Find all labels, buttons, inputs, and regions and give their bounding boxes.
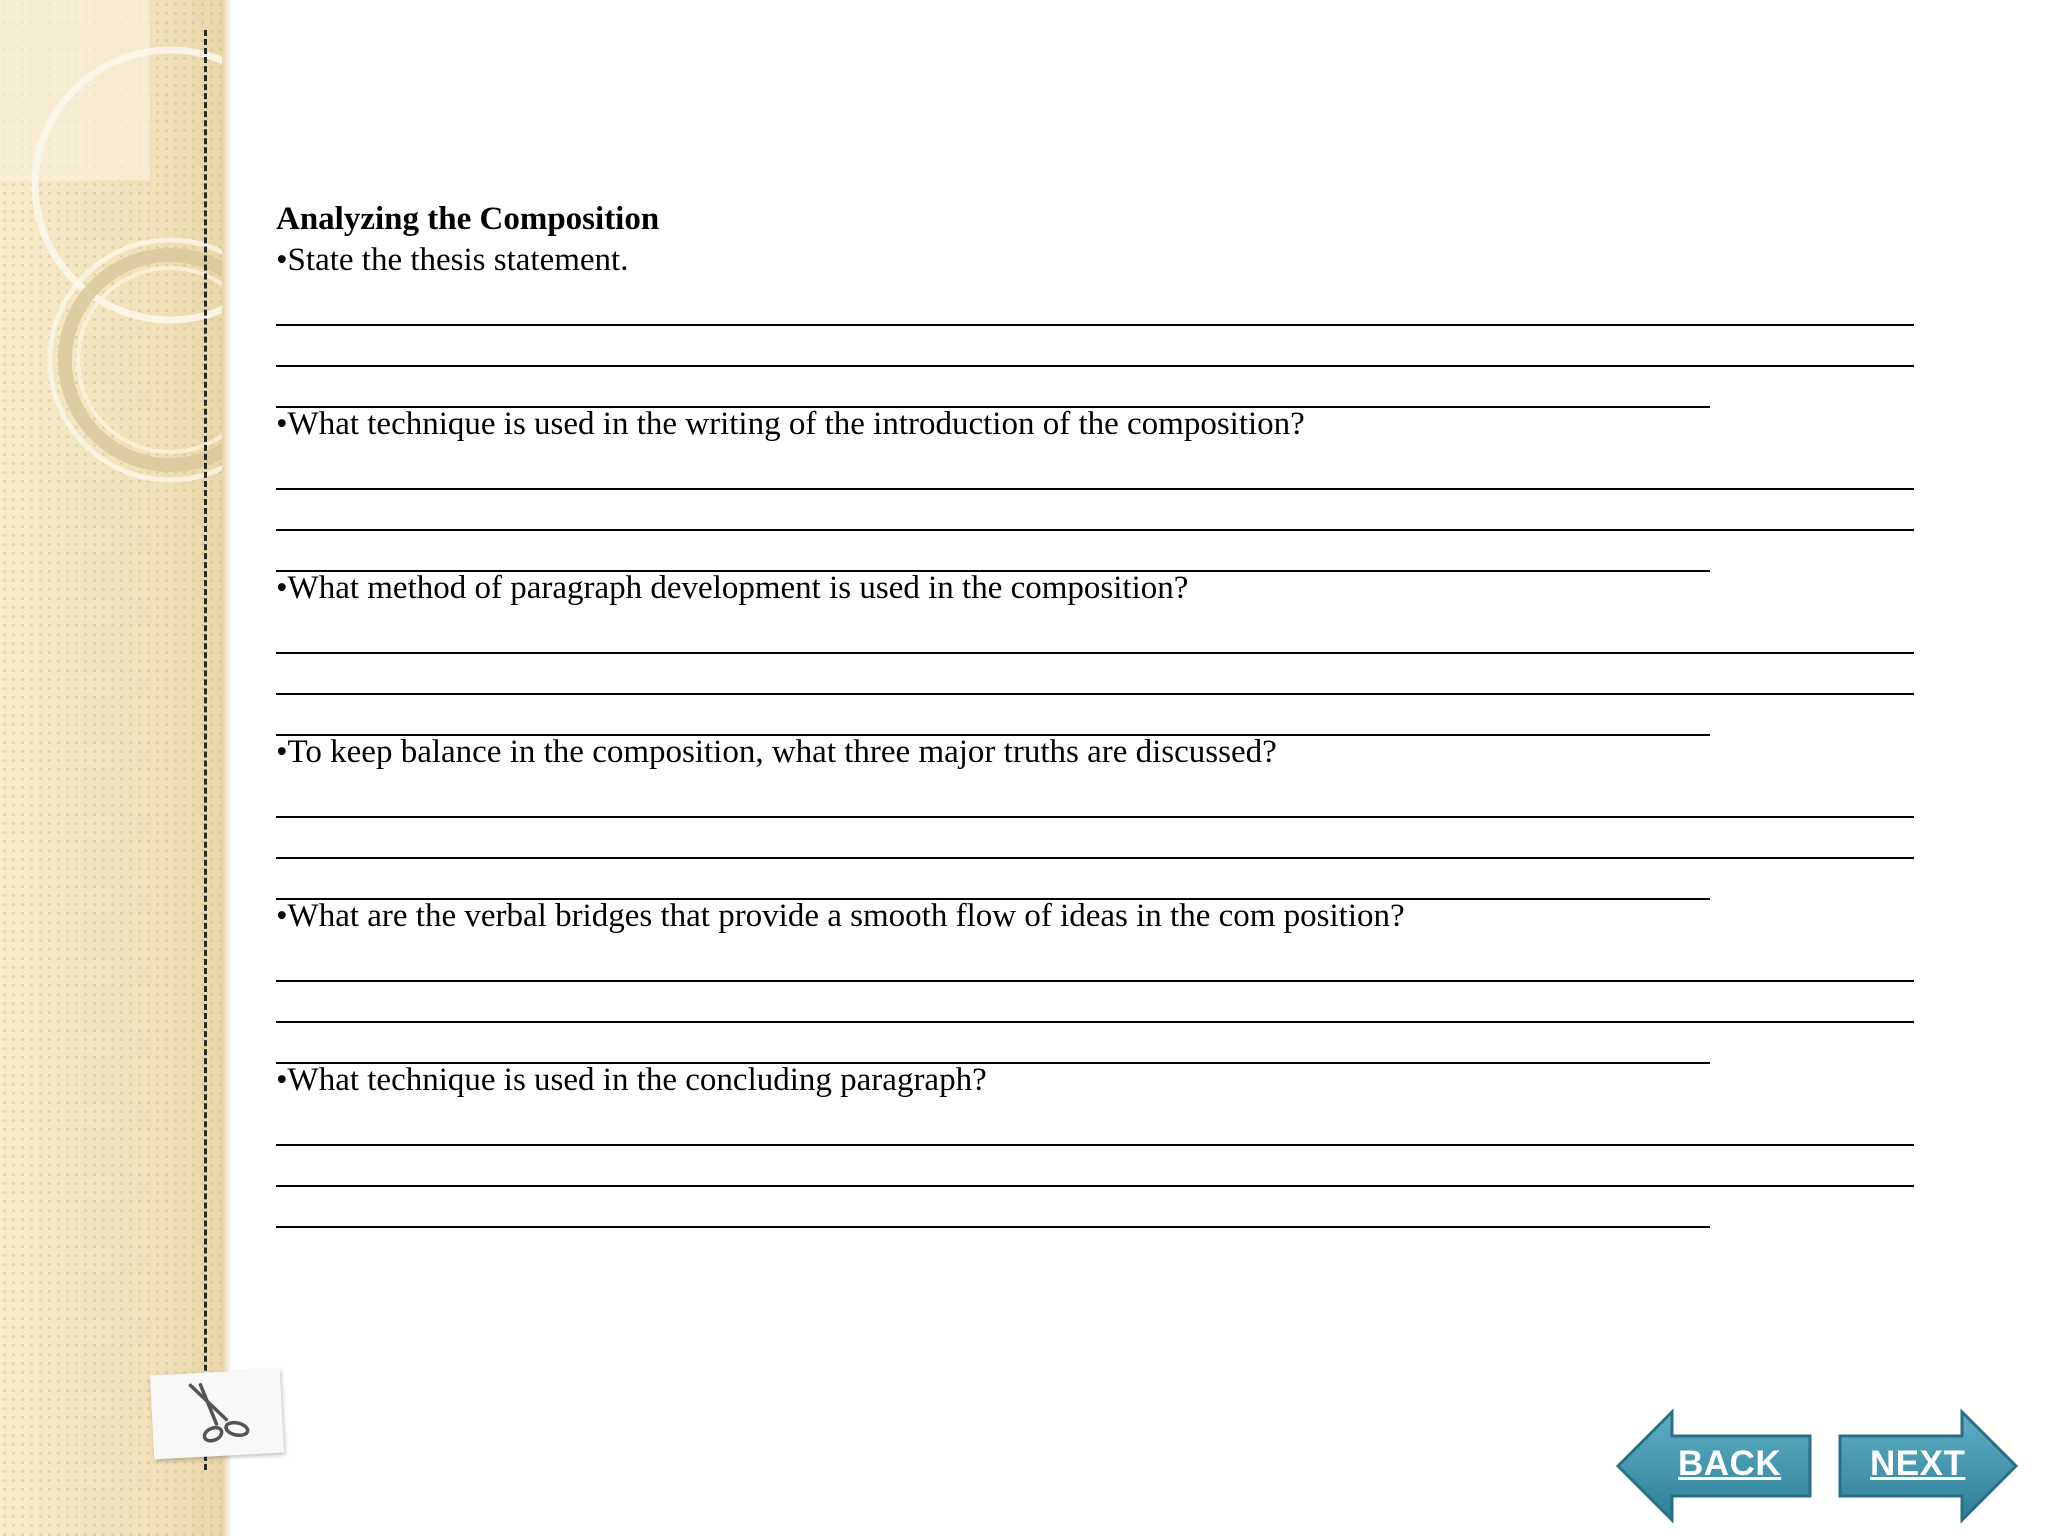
next-label: NEXT bbox=[1870, 1444, 1966, 1483]
question-text: •What technique is used in the concluding paragraph? bbox=[276, 1062, 987, 1098]
answer-lines[interactable] bbox=[276, 608, 1916, 732]
answer-line bbox=[276, 1185, 1914, 1187]
sidebar-edge bbox=[222, 0, 230, 1536]
question-text: •What technique is used in the writing of the introduction of the composition? bbox=[276, 406, 1305, 442]
decorative-sidebar bbox=[0, 0, 228, 1536]
scissors-tab bbox=[150, 1369, 284, 1460]
scissors-icon bbox=[180, 1378, 264, 1452]
answer-lines[interactable] bbox=[276, 280, 1916, 404]
answer-lines[interactable] bbox=[276, 936, 1916, 1060]
answer-line bbox=[276, 1021, 1914, 1023]
worksheet-content bbox=[276, 198, 1916, 1224]
answer-line bbox=[276, 1226, 1710, 1228]
question-block bbox=[276, 732, 1916, 896]
answer-lines[interactable] bbox=[276, 772, 1916, 896]
question-block bbox=[276, 240, 1916, 404]
back-label: BACK bbox=[1678, 1444, 1782, 1483]
question-text: •To keep balance in the composition, what three major truths are discussed? bbox=[276, 734, 1277, 770]
worksheet-title: Analyzing the Composition bbox=[276, 201, 660, 237]
question-block bbox=[276, 896, 1916, 1060]
answer-line bbox=[276, 529, 1914, 531]
answer-line bbox=[276, 488, 1914, 490]
answer-line bbox=[276, 1144, 1914, 1146]
question-text: •What are the verbal bridges that provide a smooth flow of ideas in the com position? bbox=[276, 898, 1405, 934]
question-block bbox=[276, 568, 1916, 732]
answer-lines[interactable] bbox=[276, 444, 1916, 568]
answer-lines[interactable] bbox=[276, 1100, 1916, 1224]
answer-line bbox=[276, 816, 1914, 818]
question-text: •State the thesis statement. bbox=[276, 242, 629, 278]
answer-line bbox=[276, 693, 1914, 695]
answer-line bbox=[276, 734, 1710, 736]
question-block bbox=[276, 404, 1916, 568]
next-button[interactable] bbox=[1836, 1408, 2020, 1524]
question-block bbox=[276, 1060, 1916, 1224]
answer-line bbox=[276, 898, 1710, 900]
answer-line bbox=[276, 570, 1710, 572]
answer-line bbox=[276, 980, 1914, 982]
question-text: •What method of paragraph development is used in the composition? bbox=[276, 570, 1189, 606]
back-button[interactable] bbox=[1614, 1408, 1814, 1524]
answer-line bbox=[276, 857, 1914, 859]
answer-line bbox=[276, 406, 1710, 408]
answer-line bbox=[276, 365, 1914, 367]
cut-line bbox=[204, 30, 207, 1470]
answer-line bbox=[276, 324, 1914, 326]
answer-line bbox=[276, 1062, 1710, 1064]
answer-line bbox=[276, 652, 1914, 654]
decorative-rings bbox=[0, 0, 228, 520]
